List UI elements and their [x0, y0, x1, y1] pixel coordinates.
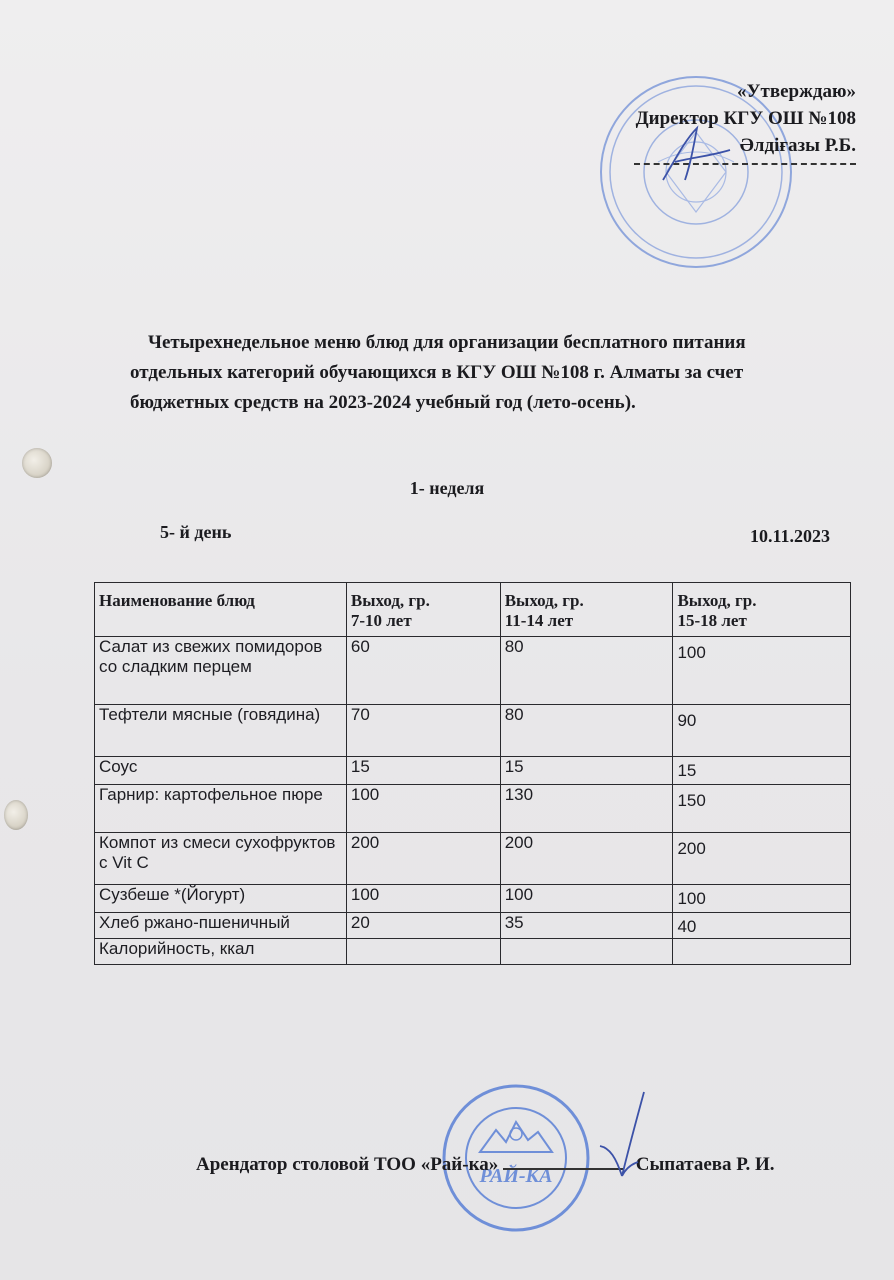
approval-director: Директор КГУ ОШ №108: [635, 108, 856, 129]
portion-15-18: 100: [673, 885, 851, 913]
director-signature: [655, 120, 735, 190]
portion-11-14: 100: [500, 885, 673, 913]
portion-11-14: 15: [500, 757, 673, 785]
dish-name: Соус: [95, 757, 347, 785]
portion-11-14: 35: [500, 913, 673, 939]
approval-title: «Утверждаю»: [737, 81, 856, 102]
title-line-1: Четырехнедельное меню блюд для организации бесплатного питания: [148, 332, 746, 353]
portion-15-18: 90: [673, 705, 851, 757]
table-row: [95, 705, 851, 757]
tenant-signature: [592, 1088, 652, 1180]
dish-name: Тефтели мясные (говядина): [95, 705, 347, 757]
portion-7-10: 15: [346, 757, 500, 785]
header-age-7-10: [346, 583, 500, 637]
header-age-11-14: [500, 583, 673, 637]
dish-name: Калорийность, ккал: [95, 939, 347, 965]
dish-name: Хлеб ржано-пшеничный: [95, 913, 347, 939]
table-row: [95, 637, 851, 705]
approval-name: Әлдіғазы Р.Б.: [739, 135, 856, 156]
table-row: [95, 885, 851, 913]
header-dish-label: Наименование блюд: [99, 591, 255, 610]
header-label: Выход, гр.: [677, 591, 757, 610]
portion-7-10: 100: [346, 785, 500, 833]
header-age: 11-14 лет: [504, 611, 574, 630]
portion-15-18: 200: [673, 833, 851, 885]
footer-tenant-label: Арендатор столовой ТОО «Рай-ка»: [196, 1154, 499, 1175]
dish-name: Салат из свежих помидоров со сладким перцем: [95, 637, 347, 705]
portion-11-14: 200: [500, 833, 673, 885]
day-label: 5- й день: [160, 522, 232, 542]
portion-11-14: [500, 939, 673, 965]
portion-7-10: 100: [346, 885, 500, 913]
portion-7-10: 20: [346, 913, 500, 939]
document-title: [130, 328, 850, 418]
footer-signer-name: Сыпатаева Р. И.: [635, 1154, 775, 1175]
table-row: [95, 785, 851, 833]
table-row: [95, 757, 851, 785]
header-dish: [95, 583, 347, 637]
punch-hole-bottom: [4, 800, 28, 830]
portion-15-18: 150: [673, 785, 851, 833]
portion-7-10: [346, 939, 500, 965]
portion-11-14: 80: [500, 637, 673, 705]
punch-hole-top: [22, 448, 52, 478]
date-label: 10.11.2023: [749, 526, 830, 546]
table-header-row: [95, 583, 851, 637]
footer-signature-block: [196, 1152, 775, 1176]
table-row: [95, 939, 851, 965]
header-age-15-18: [673, 583, 851, 637]
portion-15-18: 100: [673, 637, 851, 705]
seal-text: РАЙ-КА: [479, 1165, 553, 1187]
dish-name: Сузбеше *(Йогурт): [95, 885, 347, 913]
menu-table: [94, 582, 851, 965]
portion-11-14: 130: [500, 785, 673, 833]
dish-name: Компот из смеси сухофруктов с Vit C: [95, 833, 347, 885]
table-row: [95, 833, 851, 885]
portion-11-14: 80: [500, 705, 673, 757]
title-line-2: отдельных категорий обучающихся в КГУ ОШ №108 г. Алматы за счет: [130, 362, 744, 383]
header-age: 7-10 лет: [350, 611, 412, 630]
header-label: Выход, гр.: [504, 591, 584, 610]
portion-15-18: 15: [673, 757, 851, 785]
portion-7-10: 60: [346, 637, 500, 705]
portion-15-18: [673, 939, 851, 965]
portion-15-18: 40: [673, 913, 851, 939]
header-label: Выход, гр.: [350, 591, 430, 610]
portion-7-10: 200: [346, 833, 500, 885]
dish-name: Гарнир: картофельное пюре: [95, 785, 347, 833]
portion-7-10: 70: [346, 705, 500, 757]
table-row: [95, 913, 851, 939]
header-age: 15-18 лет: [677, 611, 747, 630]
title-line-3: бюджетных средств на 2023-2024 учебный год (лето-осень).: [130, 392, 636, 413]
week-label: 1- неделя: [409, 478, 485, 498]
